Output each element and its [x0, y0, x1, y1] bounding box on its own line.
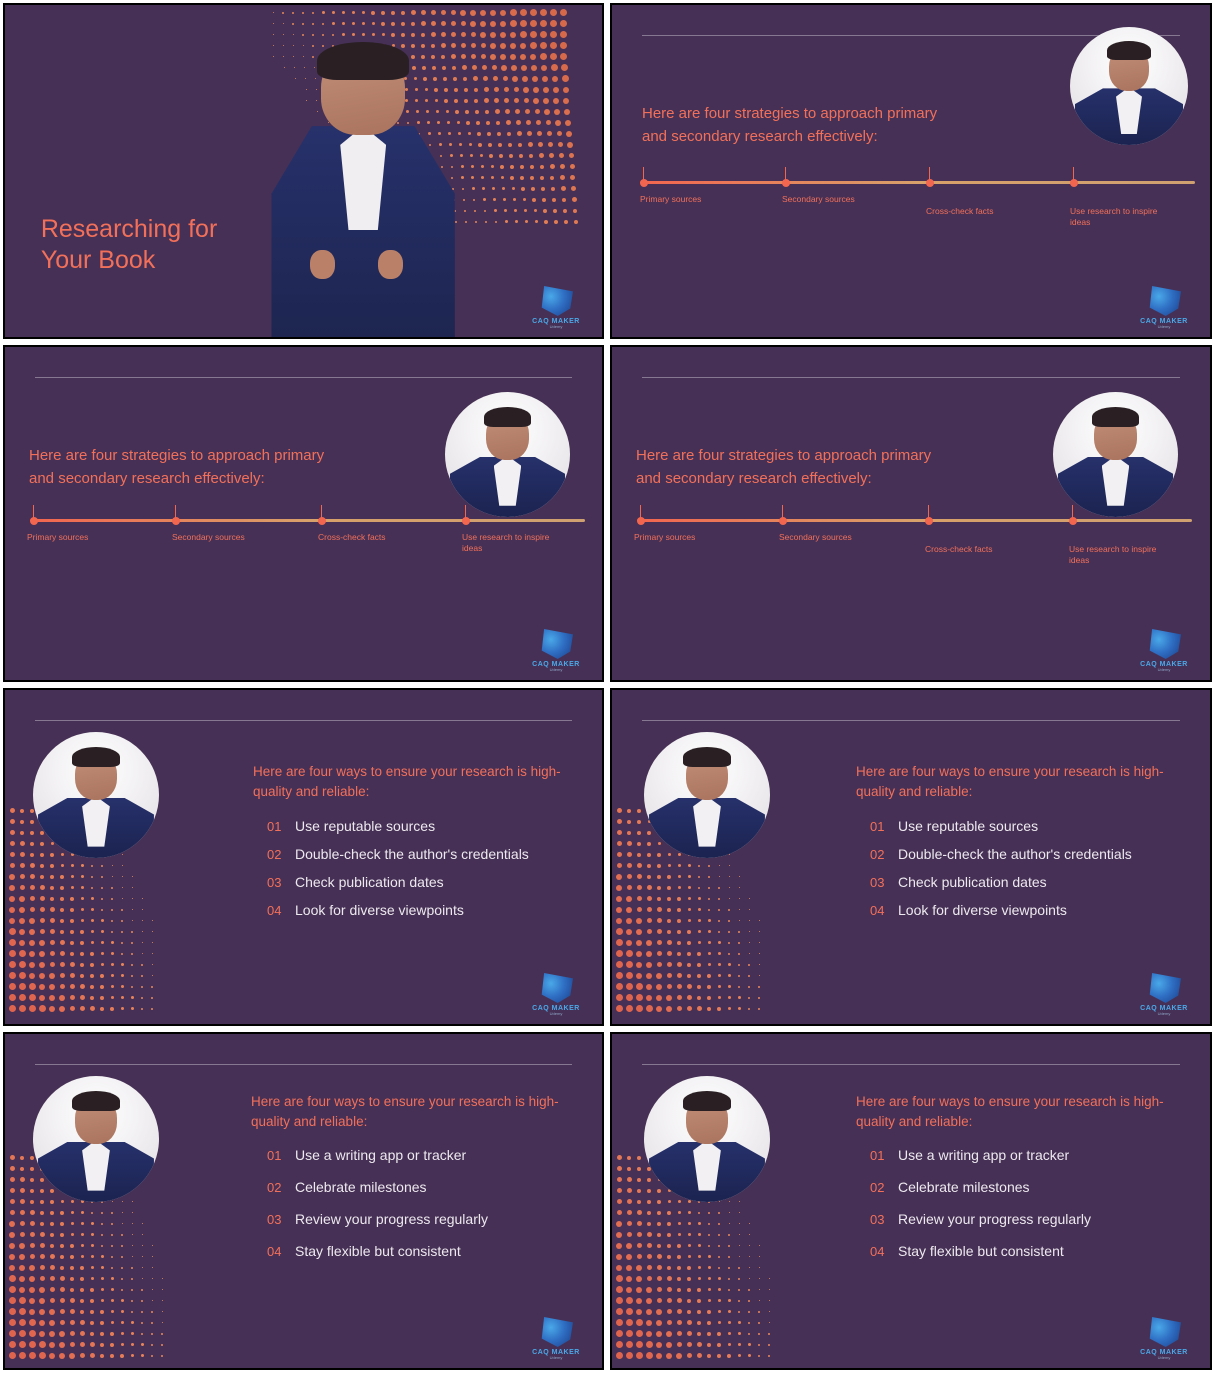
- brand-mark-icon: [1147, 1317, 1181, 1347]
- brand-mark-icon: [1147, 286, 1181, 316]
- timeline-point[interactable]: [462, 517, 470, 525]
- list-item-number: 01: [870, 1148, 885, 1163]
- presenter-hand-left: [310, 250, 335, 279]
- slide-list-4[interactable]: [610, 1032, 1212, 1370]
- list-item[interactable]: [870, 902, 1205, 918]
- timeline-point[interactable]: [1070, 179, 1078, 187]
- avatar-hair: [72, 747, 120, 767]
- timeline-point[interactable]: [782, 179, 790, 187]
- avatar-hair: [683, 1091, 731, 1111]
- list-item[interactable]: [267, 1243, 597, 1259]
- avatar-hair: [1107, 41, 1152, 60]
- list-item-label: Look for diverse viewpoints: [295, 902, 464, 918]
- brand-name: CAQ MAKER: [1140, 661, 1188, 668]
- slide-list-1[interactable]: [3, 688, 604, 1026]
- brand-sub: Udemy: [549, 324, 563, 329]
- list-item[interactable]: [267, 1211, 597, 1227]
- headline-line2: quality and reliable:: [253, 784, 370, 800]
- list-item-number: 03: [870, 875, 885, 890]
- timeline-point[interactable]: [1069, 517, 1077, 525]
- list-item[interactable]: [870, 1243, 1205, 1259]
- headline: [636, 445, 1036, 490]
- list-item[interactable]: [267, 818, 597, 834]
- list-item-number: 04: [870, 1244, 885, 1259]
- list-item[interactable]: [870, 1179, 1205, 1195]
- list-item[interactable]: [870, 818, 1205, 834]
- avatar-hair: [484, 407, 532, 427]
- list-item-label: Double-check the author's credentials: [898, 846, 1132, 862]
- presenter-shirt: [340, 126, 386, 230]
- timeline-label: Primary sources: [640, 194, 702, 204]
- list-item-label: Use reputable sources: [898, 818, 1039, 834]
- headline: [642, 103, 1042, 148]
- list-item-number: 01: [267, 819, 282, 834]
- numbered-list: [870, 1147, 1205, 1271]
- brand-mark-icon: [1147, 629, 1181, 659]
- timeline-label: Use research to inspire ideas: [1069, 544, 1157, 566]
- brand-mark-icon: [539, 973, 573, 1003]
- headline-line1: Here are four strategies to approach primary: [636, 447, 932, 464]
- headline: [29, 445, 429, 490]
- list-item[interactable]: [267, 1179, 597, 1195]
- timeline-tick: [928, 505, 929, 519]
- brand-name: CAQ MAKER: [1140, 1005, 1188, 1012]
- brand-sub: Udemy: [549, 1011, 563, 1016]
- timeline-point[interactable]: [779, 517, 787, 525]
- brand-name: CAQ MAKER: [1140, 318, 1188, 325]
- timeline-tick: [1073, 167, 1074, 181]
- timeline-label: Use research to inspire ideas: [1070, 206, 1158, 228]
- headline-line2: and secondary research effectively:: [642, 127, 878, 145]
- list-item[interactable]: [870, 1211, 1205, 1227]
- brand-sub: Udemy: [1157, 324, 1171, 329]
- timeline-tick: [785, 167, 786, 181]
- timeline-tick: [33, 505, 34, 519]
- avatar: [1053, 392, 1178, 517]
- divider: [35, 377, 572, 378]
- timeline-point[interactable]: [172, 517, 180, 525]
- slide-timeline-2[interactable]: [3, 345, 604, 682]
- headline: [253, 762, 598, 803]
- list-item-number: 04: [870, 903, 885, 918]
- timeline-label: Primary sources: [27, 532, 89, 542]
- divider: [642, 720, 1180, 721]
- timeline-tick: [465, 505, 466, 519]
- brand-sub: Udemy: [1157, 667, 1171, 672]
- list-item-number: 01: [870, 819, 885, 834]
- list-item-label: Celebrate milestones: [295, 1179, 427, 1195]
- timeline-label: Use research to inspire ideas: [462, 532, 550, 554]
- avatar-hair: [1092, 407, 1140, 427]
- avatar: [445, 392, 570, 517]
- brand-mark-icon: [539, 629, 573, 659]
- avatar-hair: [683, 747, 731, 767]
- headline: [856, 1092, 1201, 1133]
- headline-line2: and secondary research effectively:: [29, 469, 265, 487]
- avatar: [644, 1076, 770, 1202]
- list-item[interactable]: [870, 846, 1205, 862]
- brand-sub: Udemy: [1157, 1011, 1171, 1016]
- timeline-point[interactable]: [640, 179, 648, 187]
- list-item[interactable]: [267, 902, 597, 918]
- list-item-number: 02: [267, 847, 282, 862]
- timeline-label: Cross-check facts: [925, 544, 993, 554]
- avatar-hair: [72, 1091, 120, 1111]
- list-item-number: 01: [267, 1148, 282, 1163]
- slide-list-2[interactable]: [610, 688, 1212, 1026]
- timeline-track: [640, 181, 1195, 228]
- list-item[interactable]: [870, 874, 1205, 890]
- brand-name: CAQ MAKER: [532, 661, 580, 668]
- headline-line1: Here are four ways to ensure your research is high-: [856, 764, 1164, 779]
- timeline-track: [27, 519, 585, 554]
- timeline-label: Cross-check facts: [926, 206, 994, 216]
- timeline-tick: [929, 167, 930, 181]
- slide-timeline-3[interactable]: [610, 345, 1212, 682]
- brand-mark-icon: [1147, 973, 1181, 1003]
- list-item-label: Celebrate milestones: [898, 1179, 1030, 1195]
- list-item-label: Stay flexible but consistent: [295, 1243, 461, 1259]
- timeline-tick: [640, 505, 641, 519]
- numbered-list: [267, 1147, 597, 1271]
- brand-logo: [520, 1308, 592, 1360]
- timeline-label: Cross-check facts: [318, 532, 386, 542]
- brand-logo: [1128, 964, 1200, 1016]
- brand-sub: Udemy: [549, 1355, 563, 1360]
- headline-line2: quality and reliable:: [856, 1114, 973, 1130]
- avatar: [33, 732, 159, 858]
- timeline-point[interactable]: [926, 179, 934, 187]
- brand-sub: Udemy: [549, 667, 563, 672]
- slide-list-3[interactable]: [3, 1032, 604, 1370]
- brand-sub: Udemy: [1157, 1355, 1171, 1360]
- avatar: [1070, 27, 1188, 145]
- list-item[interactable]: [267, 846, 597, 862]
- page-title-line2: Your Book: [40, 246, 156, 275]
- list-item-number: 04: [267, 903, 282, 918]
- divider: [642, 1064, 1180, 1065]
- brand-logo: [520, 277, 592, 329]
- presenter-hair: [317, 42, 409, 80]
- list-item-number: 02: [267, 1180, 282, 1195]
- divider: [35, 1064, 572, 1065]
- timeline-tick: [1072, 505, 1073, 519]
- list-item-label: Check publication dates: [898, 874, 1047, 890]
- brand-logo: [520, 964, 592, 1016]
- presenter-hand-right: [378, 250, 403, 279]
- list-item-number: 03: [870, 1212, 885, 1227]
- timeline-point[interactable]: [925, 517, 933, 525]
- list-item-number: 03: [267, 1212, 282, 1227]
- headline-line2: and secondary research effectively:: [636, 469, 872, 487]
- brand-mark-icon: [539, 1317, 573, 1347]
- headline-line1: Here are four ways to ensure your research is high-: [856, 1094, 1164, 1109]
- timeline-tick: [782, 505, 783, 519]
- page-title: [41, 214, 217, 277]
- numbered-list: [870, 818, 1205, 930]
- timeline-point[interactable]: [318, 517, 326, 525]
- list-item[interactable]: [267, 874, 597, 890]
- list-item-number: 03: [267, 875, 282, 890]
- list-item-label: Review your progress regularly: [898, 1211, 1091, 1227]
- brand-logo: [1128, 620, 1200, 672]
- headline-line1: Here are four strategies to approach primary: [29, 447, 325, 464]
- presenter-photo: [268, 48, 459, 337]
- headline-line1: Here are four ways to ensure your research is high-: [251, 1094, 559, 1109]
- headline-line1: Here are four strategies to approach primary: [642, 105, 938, 122]
- timeline-tick: [321, 505, 322, 519]
- timeline-tick: [175, 505, 176, 519]
- brand-name: CAQ MAKER: [532, 1005, 580, 1012]
- divider: [35, 720, 572, 721]
- headline: [251, 1092, 596, 1133]
- list-item-number: 02: [870, 1180, 885, 1195]
- timeline-point[interactable]: [637, 517, 645, 525]
- list-item-label: Double-check the author's credentials: [295, 846, 529, 862]
- timeline-tick: [643, 167, 644, 181]
- brand-logo: [1128, 1308, 1200, 1360]
- list-item-label: Use a writing app or tracker: [898, 1147, 1070, 1163]
- list-item-label: Review your progress regularly: [295, 1211, 488, 1227]
- brand-mark-icon: [539, 286, 573, 316]
- brand-name: CAQ MAKER: [532, 1349, 580, 1356]
- headline-line1: Here are four ways to ensure your research is high-: [253, 764, 561, 779]
- list-item-label: Look for diverse viewpoints: [898, 902, 1067, 918]
- list-item[interactable]: [870, 1147, 1205, 1163]
- list-item-label: Check publication dates: [295, 874, 444, 890]
- brand-logo: [520, 620, 592, 672]
- timeline-label: Secondary sources: [779, 532, 852, 542]
- slide-title[interactable]: [3, 3, 604, 339]
- list-item-number: 02: [870, 847, 885, 862]
- page-title-line1: Researching for: [40, 215, 218, 244]
- list-item-number: 04: [267, 1244, 282, 1259]
- headline-line2: quality and reliable:: [251, 1114, 368, 1130]
- timeline-label: Primary sources: [634, 532, 696, 542]
- headline: [856, 762, 1201, 803]
- divider: [642, 377, 1180, 378]
- avatar: [644, 732, 770, 858]
- timeline-label: Secondary sources: [172, 532, 245, 542]
- list-item[interactable]: [267, 1147, 597, 1163]
- list-item-label: Stay flexible but consistent: [898, 1243, 1064, 1259]
- list-item-label: Use reputable sources: [295, 818, 436, 834]
- avatar: [33, 1076, 159, 1202]
- headline-line2: quality and reliable:: [856, 784, 973, 800]
- timeline-track: [634, 519, 1192, 566]
- brand-name: CAQ MAKER: [1140, 1349, 1188, 1356]
- numbered-list: [267, 818, 597, 930]
- timeline-point[interactable]: [30, 517, 38, 525]
- list-item-label: Use a writing app or tracker: [295, 1147, 467, 1163]
- brand-logo: [1128, 277, 1200, 329]
- brand-name: CAQ MAKER: [532, 318, 580, 325]
- timeline-label: Secondary sources: [782, 194, 855, 204]
- slide-timeline-1[interactable]: [610, 3, 1212, 339]
